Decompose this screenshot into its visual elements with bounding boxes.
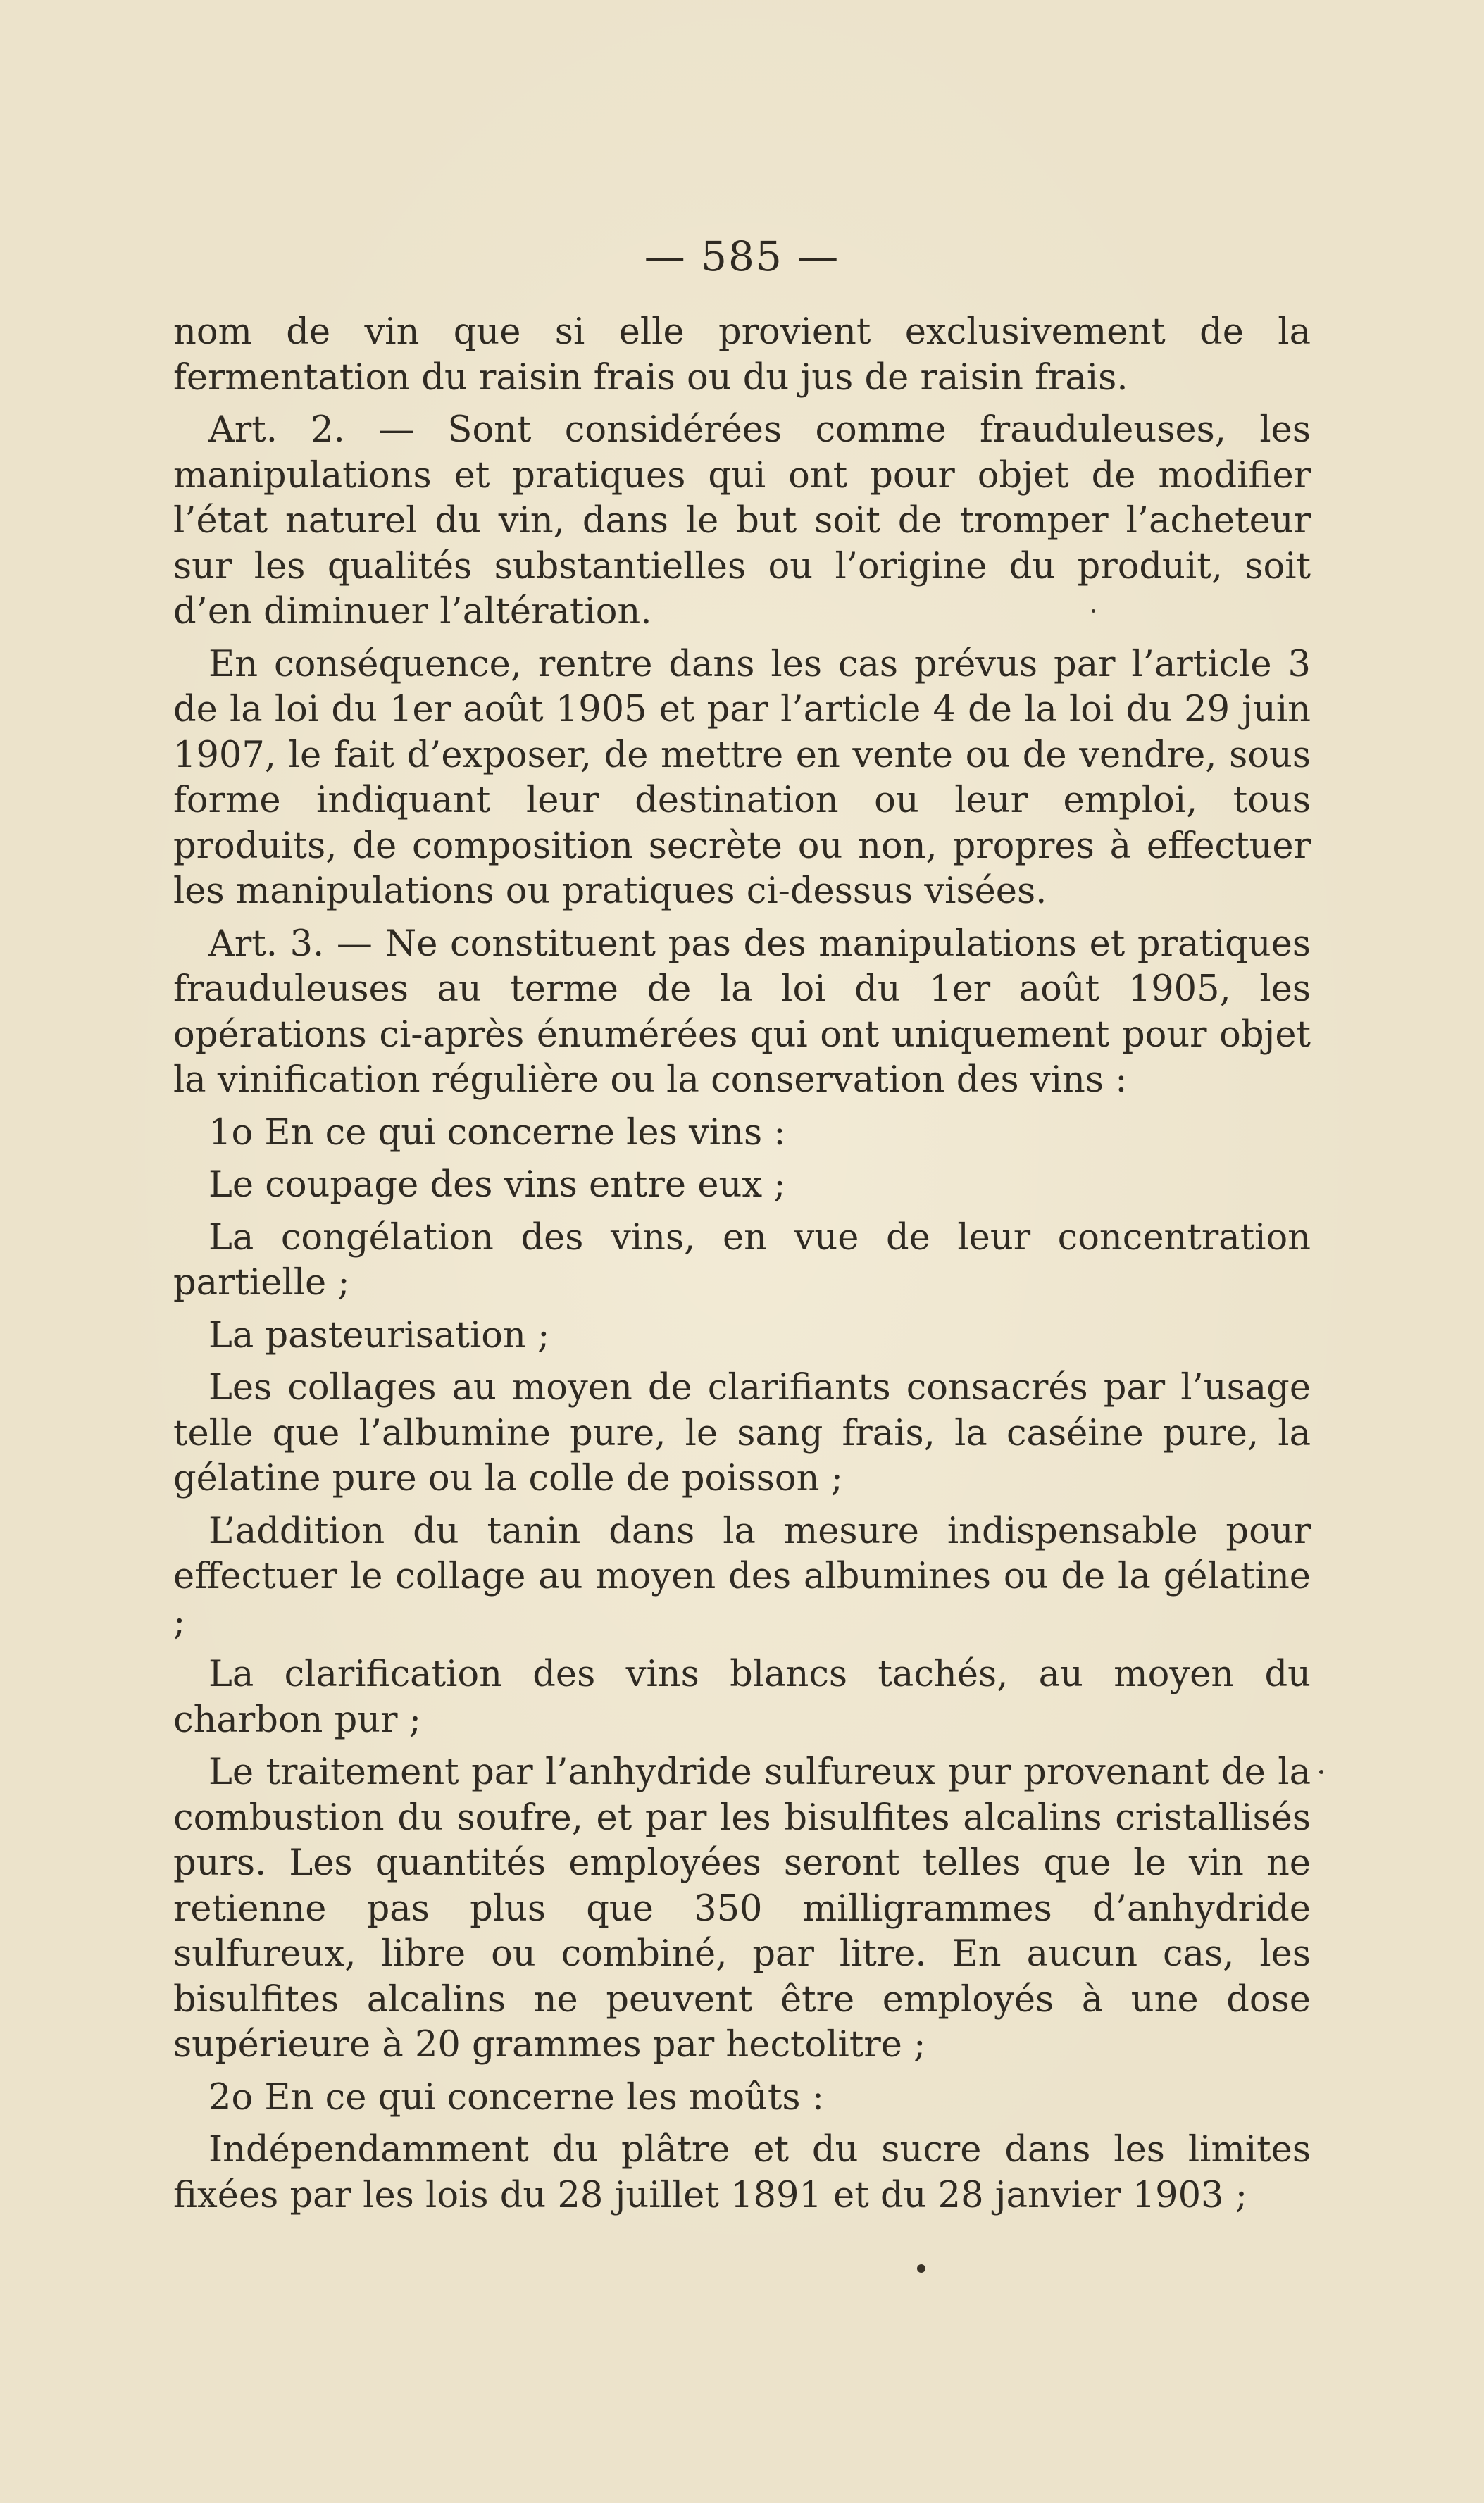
list-heading-mouts: 2o En ce qui concerne les moûts :: [208, 2076, 824, 2118]
list-heading-vins: 1o En ce qui concerne les vins :: [208, 1111, 786, 1154]
list-item-anhydride: Le traitement par l’anhydride sulfureux pur provenant de la combustion du soufre, et par les bisulfites alcalins cristallisés purs. Les quantités employées seront telles que le vin ne retienne pas plus que 350 milligrammes d’anhydride sulfureux, libre ou combiné, par litre. En aucun cas, les bisulfites alcalins ne peuvent être employés à une dose supérieure à 20 grammes par hectolitre ;: [173, 1752, 1311, 2066]
paragraph-article-2: Art. 2. — Sont considérées comme frauduleuses, les manipulations et pratiques qui ont pour objet de modifier l’état naturel du vin, dans le but soit de tromper l’acheteur sur les qualités substantielles ou l’origine du produit, soit d’en diminuer l’altération.: [173, 409, 1311, 632]
list-item-collages: Les collages au moyen de clarifiants consacrés par l’usage telle que l’albumine pure, le sang frais, la caséine pure, la gélatine pure ou la colle de poisson ;: [173, 1367, 1311, 1499]
body-text: [173, 310, 1311, 2226]
list-item-congelation: La congélation des vins, en vue de leur concentration partielle ;: [173, 1216, 1311, 1304]
ink-speck: [917, 2264, 925, 2273]
paragraph-consequence: En conséquence, rentre dans les cas prévus par l’article 3 de la loi du 1er août 1905 et par l’article 4 de la loi du 29 juin 1907, le fait d’exposer, de mettre en vente ou de vendre, sous forme indiquant leur destination ou leur emploi, tous produits, de composition secrète ou non, propres à effectuer les manipulations ou pratiques ci-dessus visées.: [173, 643, 1311, 912]
list-item-tanin: L’addition du tanin dans la mesure indispensable pour effectuer le collage au moyen des albumines ou de la gélatine ;: [173, 1510, 1311, 1643]
paragraph-1: nom de vin que si elle provient exclusivement de la fermentation du raisin frais ou du jus de raisin frais.: [173, 311, 1311, 399]
list-item-platre: Indépendamment du plâtre et du sucre dans les limites fixées par les lois du 28 juillet 1891 et du 28 janvier 1903 ;: [173, 2129, 1311, 2216]
list-item-coupage: Le coupage des vins entre eux ;: [208, 1164, 786, 1206]
paragraph-article-3: Art. 3. — Ne constituent pas des manipulations et pratiques frauduleuses au terme de la loi du 1er août 1905, les opérations ci-après énumérées qui ont uniquement pour objet la vinification régulière ou la conservation des vins :: [173, 923, 1311, 1101]
ink-speck: [1319, 1770, 1323, 1774]
list-item-clarification: La clarification des vins blancs tachés, au moyen du charbon pur ;: [173, 1654, 1311, 1741]
page-number: — 585 —: [644, 232, 840, 280]
list-item-pasteurisation: La pasteurisation ;: [208, 1314, 550, 1356]
ink-speck: [1092, 609, 1095, 613]
